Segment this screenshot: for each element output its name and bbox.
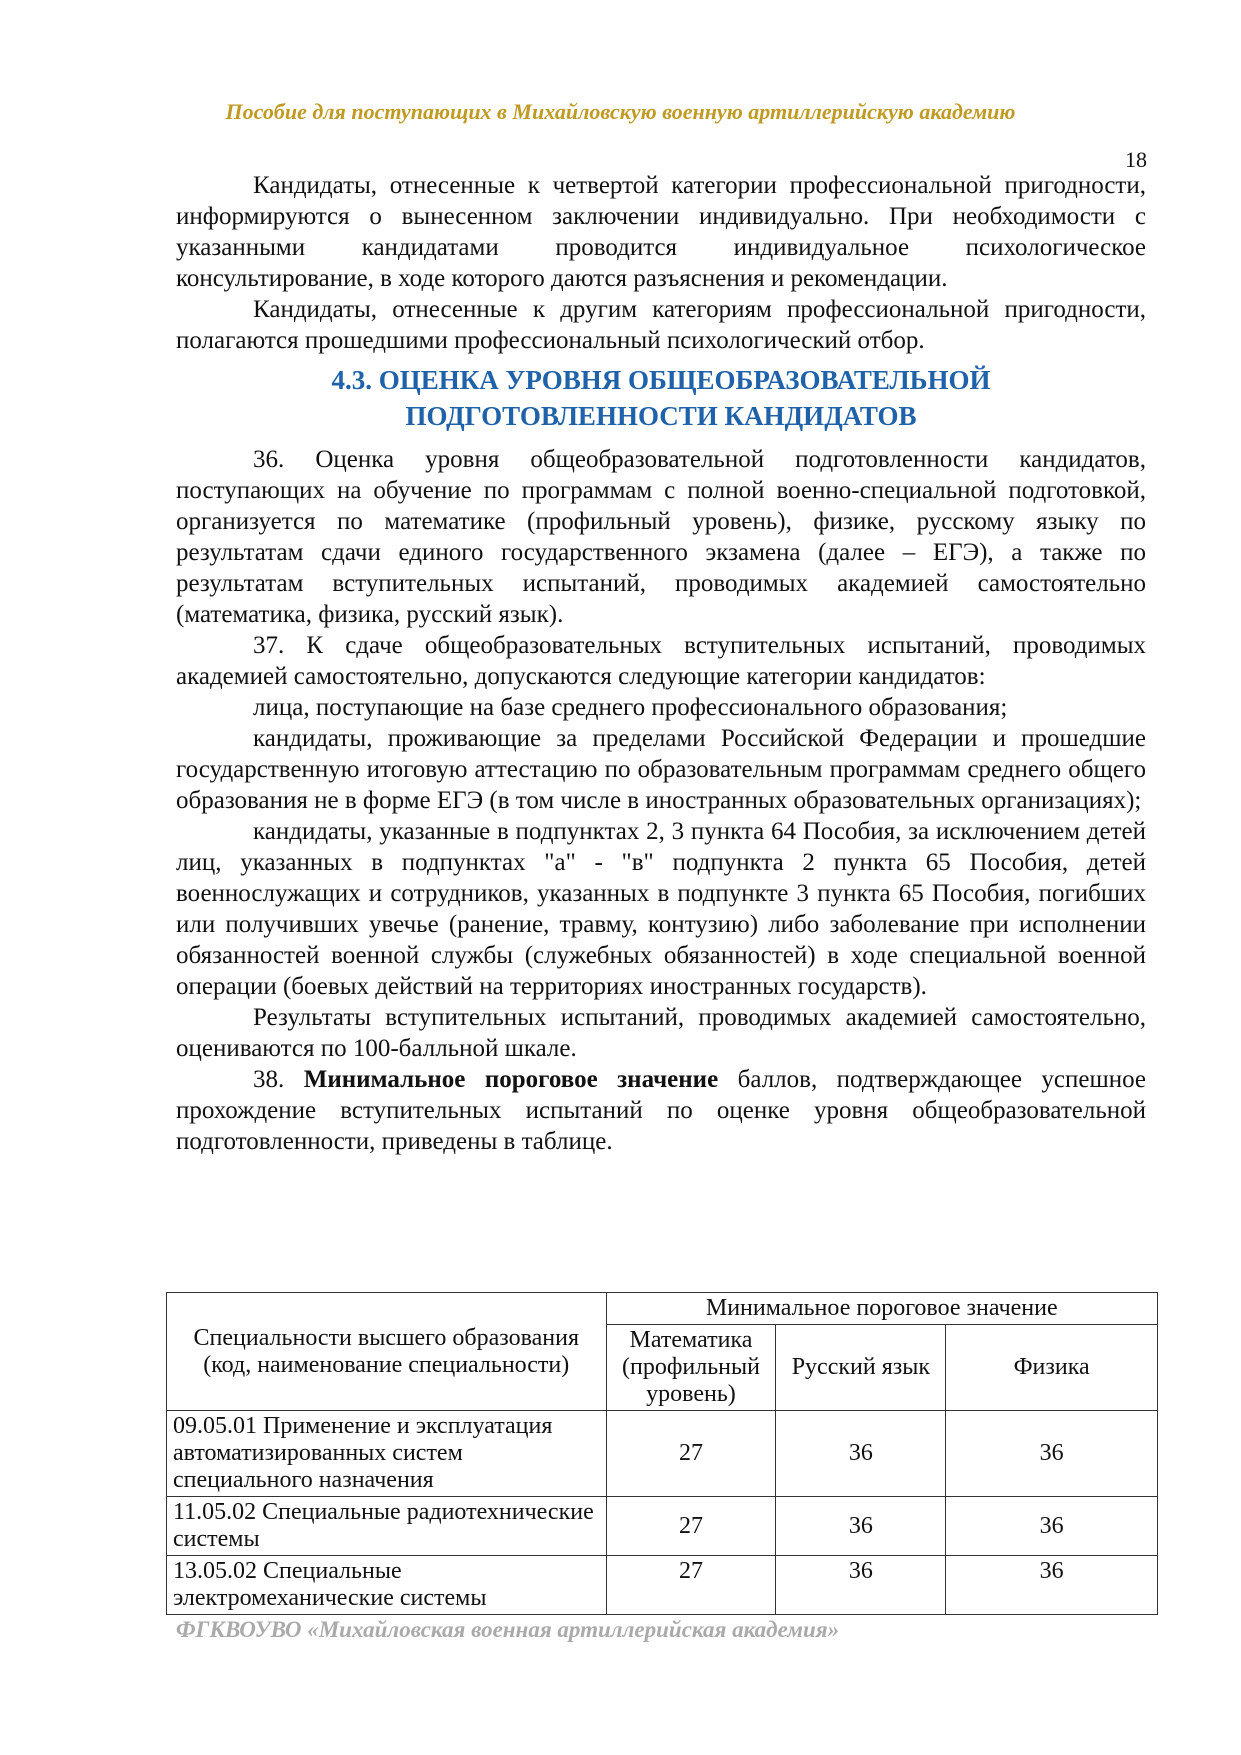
page-number: 18 bbox=[1125, 147, 1147, 172]
table-header-russian: Русский язык bbox=[776, 1325, 946, 1411]
table-header-math: Математика (профильный уровень) bbox=[606, 1325, 776, 1411]
list-item-category: кандидаты, указанные в подпунктах 2, 3 пункта 64 Пособия, за исключением детей лиц, указанных в подпунктах "а" - "в" подпункта 2 пункта 65 Пособия, детей военнослужащих и сотрудников, указанных в подпункте 3 пункта 65 Пособия, погибших или получивших увечье (ранение, травму, контузию) либо заболевание при исполнении обязанностей военной службы (служебных обязанностей) в ходе специальной военной операции (боевых действий на территориях иностранных государств). bbox=[176, 818, 1146, 1000]
section-heading-line: ПОДГОТОВЛЕННОСТИ КАНДИДАТОВ bbox=[405, 401, 917, 431]
table-cell-value: 27 bbox=[606, 1556, 776, 1615]
table-cell-value: 36 bbox=[946, 1497, 1158, 1556]
table-cell-value: 27 bbox=[606, 1497, 776, 1556]
page-footer: ФГКВОУВО «Михайловская военная артиллерийская академия» bbox=[176, 1617, 840, 1642]
table-header-physics: Физика bbox=[946, 1325, 1158, 1411]
table-cell-value: 36 bbox=[776, 1556, 946, 1615]
table-cell-specialty: 09.05.01 Применение и эксплуатация автоматизированных систем специального назначения bbox=[167, 1411, 607, 1497]
document-body bbox=[176, 170, 1146, 1157]
table-row bbox=[167, 1556, 1158, 1615]
table-cell-value: 36 bbox=[946, 1556, 1158, 1615]
paragraph-37: 37. К сдаче общеобразовательных вступительных испытаний, проводимых академией самостоятельно, допускаются следующие категории кандидатов: bbox=[176, 632, 1146, 690]
list-item-category: лица, поступающие на базе среднего профессионального образования; bbox=[253, 694, 1008, 721]
table-cell-value: 36 bbox=[946, 1411, 1158, 1497]
table-cell-specialty: 11.05.02 Специальные радиотехнические системы bbox=[167, 1497, 607, 1556]
table-header-threshold: Минимальное пороговое значение bbox=[606, 1293, 1158, 1325]
table-row bbox=[167, 1497, 1158, 1556]
table-cell-value: 27 bbox=[606, 1411, 776, 1497]
threshold-table bbox=[166, 1292, 1158, 1615]
paragraph: Кандидаты, отнесенные к четвертой категории профессиональной пригодности, информируются о вынесенном заключении индивидуально. При необходимости с указанными кандидатами проводится индивидуальное психологическое консультирование, в ходе которого даются разъяснения и рекомендации. bbox=[176, 172, 1146, 292]
page-header: Пособие для поступающих в Михайловскую военную артиллерийскую академию bbox=[225, 99, 1016, 124]
paragraph-38 bbox=[176, 1064, 1146, 1157]
paragraph: Результаты вступительных испытаний, проводимых академией самостоятельно, оцениваются по 100-балльной шкале. bbox=[176, 1004, 1146, 1062]
section-heading bbox=[176, 362, 1146, 434]
paragraph-38-number: 38. bbox=[253, 1066, 304, 1093]
table-row bbox=[167, 1411, 1158, 1497]
paragraph-38-bold: Минимальное пороговое значение bbox=[303, 1066, 719, 1093]
table-cell-value: 36 bbox=[776, 1411, 946, 1497]
paragraph: Кандидаты, отнесенные к другим категориям профессиональной пригодности, полагаются прошедшими профессиональный психологический отбор. bbox=[176, 296, 1146, 354]
paragraph-36: 36. Оценка уровня общеобразовательной подготовленности кандидатов, поступающих на обучение по программам с полной военно-специальной подготовкой, организуется по математике (профильный уровень), физике, русскому языку по результатам сдачи единого государственного экзамена (далее – ЕГЭ), а также по результатам вступительных испытаний, проводимых академией самостоятельно (математика, физика, русский язык). bbox=[176, 446, 1146, 628]
list-item-category: кандидаты, проживающие за пределами Российской Федерации и прошедшие государственную итоговую аттестацию по образовательным программам среднего общего образования не в форме ЕГЭ (в том числе в иностранных образовательных организациях); bbox=[176, 725, 1146, 814]
table-cell-specialty: 13.05.02 Специальные электромеханические системы bbox=[167, 1556, 607, 1615]
section-heading-line: 4.3. ОЦЕНКА УРОВНЯ ОБЩЕОБРАЗОВАТЕЛЬНОЙ bbox=[331, 365, 991, 395]
paragraph-38-text: баллов, подтверждающее успешное прохождение вступительных испытаний по оценке уровня общеобразовательной подготовленности, приведены в таблице. bbox=[176, 1066, 1146, 1155]
table-header-specialty: Специальности высшего образования (код, наименование специальности) bbox=[167, 1293, 607, 1411]
table-cell-value: 36 bbox=[776, 1497, 946, 1556]
